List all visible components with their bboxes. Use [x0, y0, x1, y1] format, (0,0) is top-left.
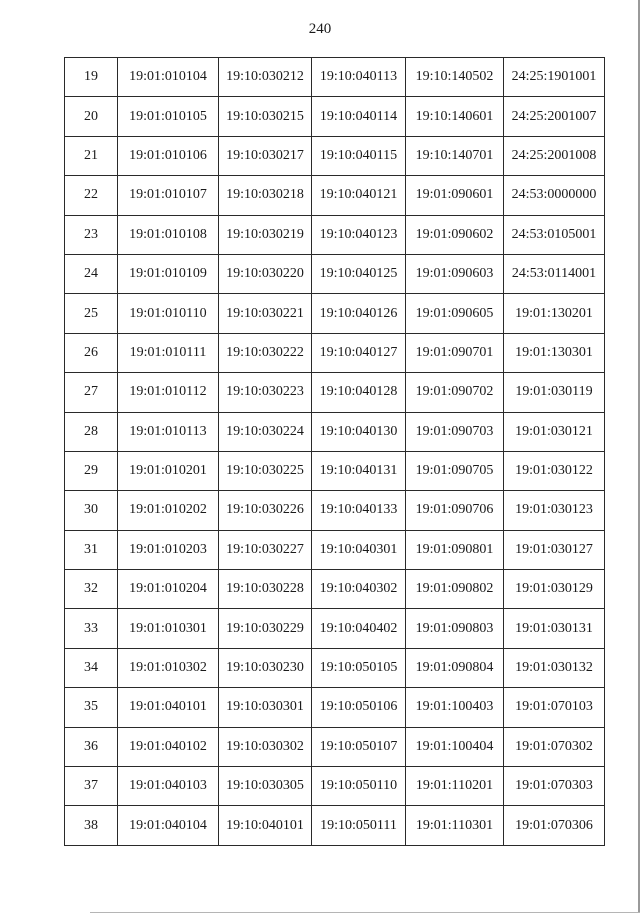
- code-cell: 19:01:110301: [406, 806, 504, 845]
- code-cell: 19:01:010302: [118, 648, 219, 687]
- code-cell: 19:10:030228: [219, 570, 312, 609]
- table-row: [65, 373, 605, 412]
- code-cell: 19:10:040131: [312, 451, 406, 490]
- code-cell: 19:01:070306: [504, 806, 605, 845]
- table-row: [65, 254, 605, 293]
- code-cell: 19:01:040101: [118, 688, 219, 727]
- code-cell: 19:10:040302: [312, 570, 406, 609]
- code-cell: 19:10:040130: [312, 412, 406, 451]
- code-cell: 19:10:030215: [219, 97, 312, 136]
- table-row: [65, 688, 605, 727]
- row-number-cell: 38: [65, 806, 118, 845]
- code-cell: 19:01:030131: [504, 609, 605, 648]
- code-cell: 19:10:040113: [312, 58, 406, 97]
- table-row: [65, 97, 605, 136]
- code-cell: 19:10:030305: [219, 767, 312, 806]
- table-row: [65, 806, 605, 845]
- table-row: [65, 609, 605, 648]
- row-number-cell: 25: [65, 294, 118, 333]
- table-row: [65, 530, 605, 569]
- table-row: [65, 215, 605, 254]
- table-row: [65, 727, 605, 766]
- row-number-cell: 32: [65, 570, 118, 609]
- code-cell: 19:10:030223: [219, 373, 312, 412]
- row-number-cell: 28: [65, 412, 118, 451]
- table-row: [65, 294, 605, 333]
- row-number-cell: 29: [65, 451, 118, 490]
- code-cell: 19:01:090801: [406, 530, 504, 569]
- row-number-cell: 31: [65, 530, 118, 569]
- code-cell: 19:01:030122: [504, 451, 605, 490]
- code-cell: 19:01:070302: [504, 727, 605, 766]
- code-cell: 19:10:030221: [219, 294, 312, 333]
- code-cell: 19:01:010203: [118, 530, 219, 569]
- code-cell: 19:01:090601: [406, 176, 504, 215]
- code-cell: 19:01:010108: [118, 215, 219, 254]
- code-cell: 19:10:030230: [219, 648, 312, 687]
- table-row: [65, 491, 605, 530]
- code-cell: 19:01:070103: [504, 688, 605, 727]
- code-cell: 19:01:090803: [406, 609, 504, 648]
- code-cell: 19:10:040125: [312, 254, 406, 293]
- code-cell: 19:01:040103: [118, 767, 219, 806]
- code-cell: 19:01:110201: [406, 767, 504, 806]
- cadastral-codes-table: [64, 57, 605, 846]
- page-number: 240: [308, 21, 332, 37]
- code-cell: 19:01:100404: [406, 727, 504, 766]
- code-cell: 19:01:010104: [118, 58, 219, 97]
- table-row: [65, 176, 605, 215]
- code-cell: 19:01:090804: [406, 648, 504, 687]
- code-cell: 19:01:010301: [118, 609, 219, 648]
- table-row: [65, 451, 605, 490]
- code-cell: 19:01:090701: [406, 333, 504, 372]
- code-cell: 19:01:010105: [118, 97, 219, 136]
- code-cell: 19:10:040123: [312, 215, 406, 254]
- row-number-cell: 26: [65, 333, 118, 372]
- table-body: [65, 58, 605, 846]
- code-cell: 19:01:010109: [118, 254, 219, 293]
- code-cell: 24:25:2001008: [504, 136, 605, 175]
- row-number-cell: 24: [65, 254, 118, 293]
- code-cell: 19:01:010201: [118, 451, 219, 490]
- code-cell: 19:01:090605: [406, 294, 504, 333]
- code-cell: 19:10:030225: [219, 451, 312, 490]
- code-cell: 19:01:130201: [504, 294, 605, 333]
- code-cell: 19:10:030227: [219, 530, 312, 569]
- row-number-cell: 37: [65, 767, 118, 806]
- row-number-cell: 27: [65, 373, 118, 412]
- code-cell: 19:10:050106: [312, 688, 406, 727]
- code-cell: 19:01:100403: [406, 688, 504, 727]
- code-cell: 19:01:010107: [118, 176, 219, 215]
- code-cell: 19:10:030222: [219, 333, 312, 372]
- table-row: [65, 767, 605, 806]
- code-cell: 19:10:050110: [312, 767, 406, 806]
- row-number-cell: 36: [65, 727, 118, 766]
- code-cell: 19:01:090706: [406, 491, 504, 530]
- code-cell: 19:01:010113: [118, 412, 219, 451]
- code-cell: 19:01:090705: [406, 451, 504, 490]
- table-row: [65, 412, 605, 451]
- code-cell: 19:10:030219: [219, 215, 312, 254]
- code-cell: 19:10:040115: [312, 136, 406, 175]
- code-cell: 19:01:070303: [504, 767, 605, 806]
- code-cell: 24:53:0000000: [504, 176, 605, 215]
- code-cell: 19:10:030217: [219, 136, 312, 175]
- code-cell: 19:10:030302: [219, 727, 312, 766]
- code-cell: 24:25:1901001: [504, 58, 605, 97]
- table-row: [65, 570, 605, 609]
- code-cell: 19:01:010106: [118, 136, 219, 175]
- code-cell: 19:10:030229: [219, 609, 312, 648]
- code-cell: 19:01:010110: [118, 294, 219, 333]
- code-cell: 19:10:030220: [219, 254, 312, 293]
- code-cell: 19:01:090703: [406, 412, 504, 451]
- row-number-cell: 30: [65, 491, 118, 530]
- code-cell: 19:10:040133: [312, 491, 406, 530]
- code-cell: 19:10:040126: [312, 294, 406, 333]
- row-number-cell: 22: [65, 176, 118, 215]
- code-cell: 19:10:140502: [406, 58, 504, 97]
- code-cell: 19:10:040127: [312, 333, 406, 372]
- code-cell: 19:10:040121: [312, 176, 406, 215]
- code-cell: 19:10:040101: [219, 806, 312, 845]
- code-cell: 19:10:050111: [312, 806, 406, 845]
- code-cell: 19:10:040128: [312, 373, 406, 412]
- code-cell: 19:01:030132: [504, 648, 605, 687]
- code-cell: 19:01:030129: [504, 570, 605, 609]
- code-cell: 19:01:090802: [406, 570, 504, 609]
- code-cell: 19:01:030121: [504, 412, 605, 451]
- row-number-cell: 33: [65, 609, 118, 648]
- row-number-cell: 35: [65, 688, 118, 727]
- code-cell: 19:10:030301: [219, 688, 312, 727]
- code-cell: 19:01:010204: [118, 570, 219, 609]
- row-number-cell: 34: [65, 648, 118, 687]
- code-cell: 19:10:030218: [219, 176, 312, 215]
- code-cell: 19:10:040114: [312, 97, 406, 136]
- code-cell: 24:53:0114001: [504, 254, 605, 293]
- code-cell: 19:10:140601: [406, 97, 504, 136]
- table-row: [65, 648, 605, 687]
- code-cell: 19:01:090602: [406, 215, 504, 254]
- code-cell: 19:10:030212: [219, 58, 312, 97]
- table-row: [65, 136, 605, 175]
- code-cell: 24:53:0105001: [504, 215, 605, 254]
- code-cell: 19:01:090702: [406, 373, 504, 412]
- code-cell: 19:01:090603: [406, 254, 504, 293]
- code-cell: 19:01:030119: [504, 373, 605, 412]
- code-cell: 19:01:010111: [118, 333, 219, 372]
- code-cell: 19:01:030127: [504, 530, 605, 569]
- table-row: [65, 333, 605, 372]
- row-number-cell: 21: [65, 136, 118, 175]
- code-cell: 19:01:040102: [118, 727, 219, 766]
- code-cell: 19:10:050105: [312, 648, 406, 687]
- code-cell: 19:10:140701: [406, 136, 504, 175]
- code-cell: 19:10:030226: [219, 491, 312, 530]
- code-cell: 19:01:010202: [118, 491, 219, 530]
- code-cell: 19:10:040402: [312, 609, 406, 648]
- code-cell: 19:10:040301: [312, 530, 406, 569]
- row-number-cell: 19: [65, 58, 118, 97]
- code-cell: 19:01:040104: [118, 806, 219, 845]
- code-cell: 19:01:130301: [504, 333, 605, 372]
- row-number-cell: 20: [65, 97, 118, 136]
- code-cell: 24:25:2001007: [504, 97, 605, 136]
- code-cell: 19:01:010112: [118, 373, 219, 412]
- code-cell: 19:01:030123: [504, 491, 605, 530]
- row-number-cell: 23: [65, 215, 118, 254]
- table-row: [65, 58, 605, 97]
- code-cell: 19:10:030224: [219, 412, 312, 451]
- code-cell: 19:10:050107: [312, 727, 406, 766]
